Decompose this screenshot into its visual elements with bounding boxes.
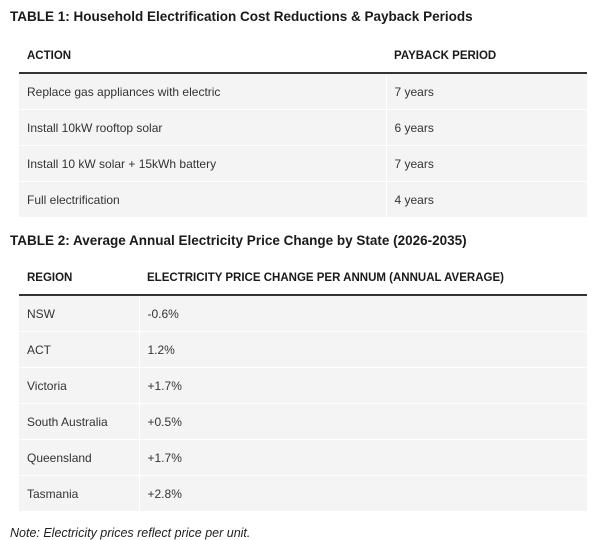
table-row [19, 295, 587, 332]
price-change-cell: +1.7% [139, 368, 587, 404]
payback-cell: 4 years [386, 182, 587, 218]
table-row [19, 73, 587, 110]
table-row [19, 440, 587, 476]
column-header-action: ACTION [19, 40, 386, 73]
column-header-price-change: ELECTRICITY PRICE CHANGE PER ANNUM (ANNUAL AVERAGE) [139, 262, 587, 295]
column-header-region: REGION [19, 262, 139, 295]
price-change-cell: +1.7% [139, 440, 587, 476]
table-header-row [19, 40, 587, 73]
action-cell: Full electrification [19, 182, 386, 218]
region-cell: ACT [19, 332, 139, 368]
region-cell: Tasmania [19, 476, 139, 512]
price-change-cell: -0.6% [139, 295, 587, 332]
table-row [19, 110, 587, 146]
price-change-cell: +2.8% [139, 476, 587, 512]
action-cell: Replace gas appliances with electric [19, 73, 386, 110]
region-cell: Victoria [19, 368, 139, 404]
table-row [19, 476, 587, 512]
region-cell: South Australia [19, 404, 139, 440]
table-row [19, 332, 587, 368]
price-change-table [19, 262, 587, 512]
payback-table [19, 40, 587, 218]
region-cell: Queensland [19, 440, 139, 476]
table-row [19, 146, 587, 182]
price-change-cell: +0.5% [139, 404, 587, 440]
region-cell: NSW [19, 295, 139, 332]
payback-cell: 6 years [386, 110, 587, 146]
footnote: Note: Electricity prices reflect price per unit. [10, 526, 251, 540]
table2-caption: TABLE 2: Average Annual Electricity Price Change by State (2026-2035) [10, 233, 467, 248]
table-row [19, 404, 587, 440]
table-row [19, 182, 587, 218]
payback-cell: 7 years [386, 73, 587, 110]
action-cell: Install 10 kW solar + 15kWh battery [19, 146, 386, 182]
payback-cell: 7 years [386, 146, 587, 182]
action-cell: Install 10kW rooftop solar [19, 110, 386, 146]
table-row [19, 368, 587, 404]
column-header-payback-period: PAYBACK PERIOD [386, 40, 587, 73]
table1-caption: TABLE 1: Household Electrification Cost Reductions & Payback Periods [10, 9, 473, 24]
price-change-cell: 1.2% [139, 332, 587, 368]
table-header-row [19, 262, 587, 295]
